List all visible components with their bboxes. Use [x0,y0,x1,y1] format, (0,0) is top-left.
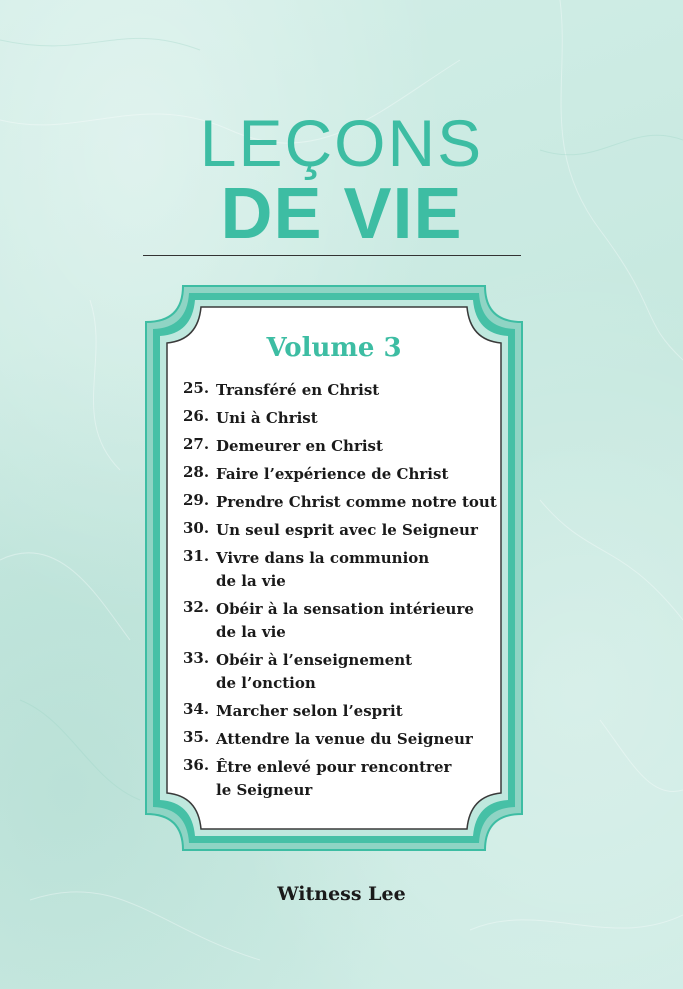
toc-item-line: Être enlevé pour rencontrer [216,758,452,776]
toc-item-number: 27. [183,435,210,453]
toc-item-number: 28. [183,463,210,481]
toc-item-number: 26. [183,407,210,425]
toc-item-line: de la vie [216,572,286,590]
title-line-2: DE VIE [220,174,463,254]
toc-item-number: 30. [183,519,210,537]
toc-item-line: Transféré en Christ [216,381,380,399]
author-name: Witness Lee [277,883,406,905]
toc-item-title [216,598,474,644]
toc-item-line: Obéir à la sensation intérieure [216,600,474,618]
toc-item [183,379,503,402]
toc-item [183,649,503,695]
toc-item-line: Attendre la venue du Seigneur [216,730,473,748]
toc-item-line: Obéir à l’enseignement [216,651,413,669]
toc-item-number: 32. [183,598,210,616]
toc-item-title [216,435,383,458]
volume-label: Volume 3 [266,333,402,363]
toc-item-number: 33. [183,649,210,667]
table-of-contents [183,379,503,807]
toc-item [183,519,503,542]
toc-item-number: 25. [183,379,210,397]
title-divider [143,255,521,256]
toc-item-line: Prendre Christ comme notre tout [216,493,497,511]
toc-item-number: 29. [183,491,210,509]
toc-item-title [216,728,473,751]
toc-item-title [216,407,318,430]
toc-item-title [216,547,429,593]
toc-item [183,435,503,458]
toc-item-line: Demeurer en Christ [216,437,383,455]
toc-item-line: de la vie [216,623,286,641]
toc-item [183,407,503,430]
toc-item-line: Uni à Christ [216,409,318,427]
toc-item [183,598,503,644]
toc-item-line: Un seul esprit avec le Seigneur [216,521,478,539]
toc-item-line: Vivre dans la communion [216,549,430,567]
toc-item [183,547,503,593]
toc-item-line: le Seigneur [216,781,313,799]
toc-item-number: 31. [183,547,210,565]
toc-item [183,700,503,723]
title-line-1: LEÇONS [199,106,484,180]
toc-item-title [216,756,451,802]
toc-item-title [216,700,403,723]
toc-item-line: de l’onction [216,674,316,692]
toc-item-number: 34. [183,700,210,718]
toc-item [183,491,503,514]
toc-item [183,463,503,486]
toc-item [183,728,503,751]
toc-item-title [216,519,478,542]
toc-item-title [216,491,497,514]
toc-item-title [216,463,448,486]
toc-item-title [216,379,379,402]
toc-item-number: 36. [183,756,210,774]
toc-item [183,756,503,802]
toc-item-line: Faire l’expérience de Christ [216,465,449,483]
toc-item-line: Marcher selon l’esprit [216,702,403,720]
toc-item-number: 35. [183,728,210,746]
toc-item-title [216,649,412,695]
